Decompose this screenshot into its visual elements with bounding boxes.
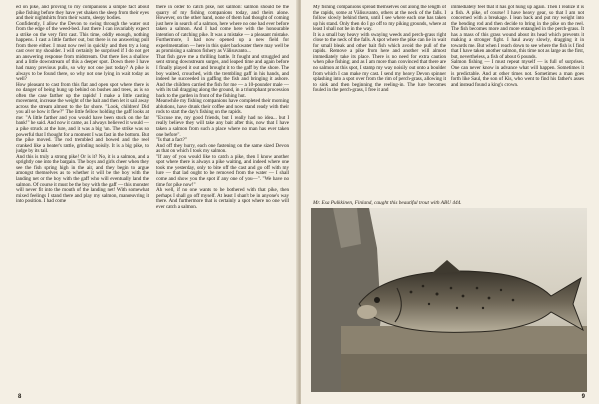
- photo-caption: Mr. Esa Pulkkinen, Finland, caught this beautiful trout with ABU 444.: [313, 200, 462, 206]
- paragraph: Salmon fishing — I must repeat myself — is full of surprises. One can never know in advance what will happen. Sometimes it is predictable. And at other times not. Sometimes a man goes forth like Saul, the son of Kis, who went to find his father's asses and instead found a king's crown.: [451, 59, 584, 88]
- paragraph: That fish gave me a thrilling battle. It fought and struggled and sent strong downstream surges, and leaped time and again before I finally played it out and brought it to the gaff by the shore. The boy waited, crouched, with the trembling gaff in his hands, and indeed he succeeded in gaffing the fish and bringing it ashore. And the children carried the fish for me — a 10-pounder male — with its tail dragging along the ground, in a triumphant procession back to the garden in front of the fishing hut.: [156, 53, 289, 99]
- page-number: 9: [581, 394, 585, 400]
- paragraph: My fishing companions spread themselves out along the length of the rapids, some at Välisuvanto, others at the neck of the falls. I follow slowly behind them, until I see where each one has taken up his stand. Only then do I go off to my piking grounds, where at least I shall not be in the way.: [313, 5, 446, 33]
- paragraph: there in order to catch pike, not salmon: salmon should be the quarry of my fishing companions today, and theirs alone. However, on the other hand, none of them had thought of coming just here in search of a salmon, here where no one had ever before taken a salmon. And I had come here with the honourable intention of catching pike. It was a mistake — a pleasant mistake. Furthermore, I had now opened up a new field for experimentation — here in this quiet backwater there may well be as promising a salmon fishery as Välisuvanto...: [156, 5, 289, 55]
- paragraph: Meanwhile my fishing companions have completed their morning ablutions, have drunk their coffee and now stand ready with their rods to start the day's fishing on the rapids.: [156, 98, 289, 116]
- paragraph: Ah well, if no one wants to be bothered with that pike, then perhaps I shall go off myself. At least I shan't be in anyone's way there. And furthermore that is certainly a spot where no one will ever catch a salmon.: [156, 187, 289, 210]
- paragraph: ed on pike, and proving to my companions a simple fact about pike fishing before they have yet shaken the sleep from their eyes and their nightshirts from their warm, sleepy bodies.: [16, 5, 149, 22]
- paragraph: Confidently, I allow the Devon to swing through the water out from the edge of the weed-bed. Just there I can invariably expect a strike on the very first cast. This time, oddly enough, nothing happens. I cast a little farther out, but there is no answering pull from there either. I must now reel in quickly and then try a long cast over my shoulder. I will certainly be surprised if I do not get an answering response from midstream. Out there lies a shallow and a little downstream of this a deeper spot. Down there I have had many previous pulls, so why not one just today? A pike is always to be found there, so why not one lying in wait today as well?: [16, 20, 149, 83]
- page-number: 8: [18, 394, 22, 400]
- paragraph: And this is truly a strong pike! Or is it? No, it is a salmon, and a sprightly one into the bargain. The boys and girls cheer when they see the fish spring high in the air, and they begin to argue amongst themselves as to whether it will be the boy with the landing net or the boy with the gaff who will eventually land the salmon. Of course it must be the boy with the gaff — this monster will never fit into the mouth of the landing net! With somewhat mixed feelings I stand there and play my salmon, manœuvring it into position. I had come: [16, 153, 149, 205]
- right-page: [301, 0, 599, 404]
- trout-photo-image: [311, 208, 587, 392]
- right-page-column-1: [313, 5, 446, 172]
- paragraph: "Is that a fact?": [156, 137, 187, 144]
- paragraph: It is a small bay heavy with swaying weeds and perch-grass right close to the neck of the falls. A spot where the pike can lie in wait for small bleak and other bait fish which avoid the pull of the rapids. Remove a pike from here and another will almost immediately take its place. There is no need for extra caution when pike fishing; and as I am more than convinced that there are no salmon at this spot, I stamp my way noisily out onto a boulder from which I can make my cast. I send my heavy Devon spinner splashing into a spot over from the rim of perch-grass, allowing it to sink and then beginning the reeling-in. The lure becomes fouled in the perch-grass, I free it and: [313, 31, 446, 94]
- left-page: [0, 0, 298, 404]
- trout-photo: [311, 208, 587, 392]
- left-page-column-2: [156, 5, 289, 388]
- paragraph: "If any of you would like to catch a pike, then I know another spot where there is always a pike waiting, and indeed where one took me yesterday, only to bite off the cast and go off with my lure — that lad ought to be removed from the water — I shall come and show you the spot if any one of you—". "We have no time for pike now!": [156, 153, 289, 188]
- paragraph: How pleasant to cast from this flat and open spot where there is no danger of being hung up behind on bushes and trees, as is so often the case farther up the rapids! I make a little casting movement, increase the weight of the bait and then let it sail away across the stream almost to the far shore. "Look, children! Did you all se how it flew?" The little fellow holding the gaff looks at me: "A little farther and you would have been stuck on the far bank!" he said. And now it came, as I always believed it would — a pike struck at the lure, and it was a big 'un. The strike was so powerful that I thought for a moment I was fast in the bottom. But the pike moved. The rod trembled and bowed and the reel cranked like a beater's rattle, grinding noisily. It is a big pike, to judge by its tail.: [16, 81, 149, 155]
- right-page-column-2: [451, 5, 584, 172]
- paragraph: And off they hurry, each one fastening on the same sized Devon as that on which I took my salmon.: [156, 142, 289, 155]
- left-page-column-1: [16, 5, 149, 388]
- paragraph: immediately feel that it has got hung up again. Then I realize it is a fish. A pike, of course! I have heavy gear, so that I am not concerned with a breakage. I lean back and put my weight into the bending rod and then decide to bring in the pike on the reel. The fish becomes more and more entangled in the perch-grass. It has a mass of this grass wound about its head which prevents it making a stronger fight. I haul away slowly, dragging it in towards me. But when I reach down to see where the fish is I find that I have taken another salmon, this time not as large as the first, but, nevertheless, a fish of about 6 pounds.: [451, 5, 584, 60]
- paragraph: "Excuse me, my good friends, but I really had no idea... but I really believe they will take any bait after this, now that I have taken a salmon from such a place where no man has ever taken one before".: [156, 114, 289, 138]
